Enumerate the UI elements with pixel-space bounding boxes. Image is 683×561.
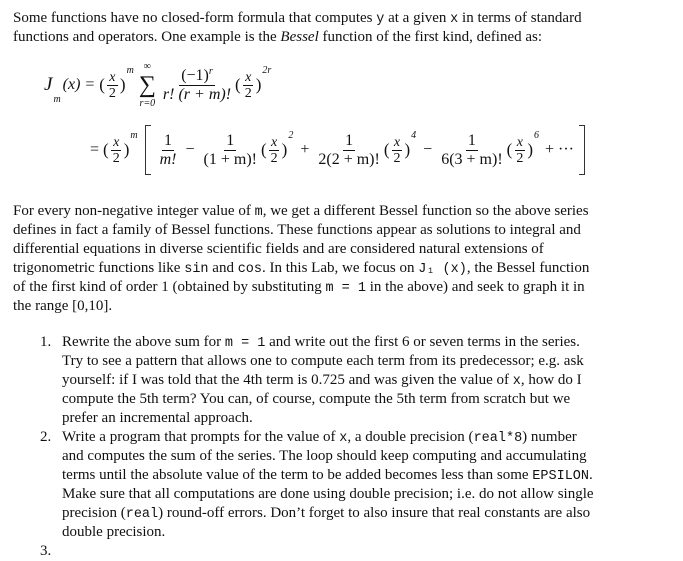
inline-code: m = 1 xyxy=(224,336,266,351)
formula-lhs-arg: (x) = xyxy=(62,76,96,93)
text-run: Some functions have no closed-form formula that computes xyxy=(13,10,377,26)
text-run: Write a program that prompts for the value of xyxy=(62,429,340,445)
x-over-2: $\frac{x}{2}$ xyxy=(270,134,278,166)
text-run: , how do I xyxy=(520,372,582,388)
text-run: defines in fact a family of Bessel functions. These functions appear as solutions to integral and xyxy=(13,222,581,238)
list-item-line xyxy=(62,333,580,353)
inline-code: real*8 xyxy=(473,431,523,446)
text-run: Try to see a pattern that allows one to compute each term from its predecessor; e.g. ask xyxy=(62,353,584,369)
right-bracket xyxy=(579,125,585,175)
x-over-2: $\frac{x}{2}$ xyxy=(244,69,252,101)
text-run: prefer an incremental approach. xyxy=(62,410,253,426)
inline-code: x xyxy=(450,12,459,27)
list-item-line xyxy=(62,428,577,448)
summation-symbol: ∞ ∑ r=0 xyxy=(138,61,156,109)
ellipsis-tail: + ··· xyxy=(544,141,574,158)
text-run: ) round-off errors. Don’t forget to also insure that real constants are also xyxy=(158,505,591,521)
x-over-2: $\frac{x}{2}$ xyxy=(393,134,401,166)
text-run: double precision. xyxy=(62,524,166,540)
inline-code: cos xyxy=(237,262,263,277)
paragraph-line xyxy=(13,259,589,279)
list-item-number: 2. xyxy=(40,429,52,445)
list-item-line xyxy=(62,390,570,409)
x-over-2: $\frac{x}{2}$ xyxy=(108,69,116,101)
text-run: Make sure that all computations are done using double precision; i.e. do not allow single xyxy=(62,486,594,502)
intro-line xyxy=(13,9,582,29)
exponent: 4 xyxy=(411,130,417,141)
text-run: Rewrite the above sum for xyxy=(62,334,225,350)
text-run: at a given xyxy=(384,10,451,26)
text-run: terms until the absolute value of the term to be added becomes less than some xyxy=(62,467,533,483)
paren-open: ( xyxy=(99,75,105,94)
paragraph-line xyxy=(13,240,544,259)
left-bracket xyxy=(145,125,151,175)
inline-code: y xyxy=(376,12,385,27)
text-run: the range [0,10]. xyxy=(13,298,113,314)
text-run: Bessel xyxy=(280,29,319,45)
bessel-formula-definition xyxy=(44,58,273,112)
list-item-line xyxy=(62,504,590,524)
text-run: , the Bessel function xyxy=(466,260,590,276)
term-fraction: $\frac{1}{m!}$ xyxy=(159,131,177,168)
paragraph-line xyxy=(13,278,585,298)
term-fraction: $\frac{1}{6(3 + m)!}$ xyxy=(441,131,503,168)
list-item-line xyxy=(62,409,253,428)
inline-code: real xyxy=(125,507,159,522)
text-run: in terms of standard xyxy=(458,10,582,26)
list-item-line xyxy=(62,371,582,391)
text-run: , we get a different Bessel function so the above series xyxy=(262,203,589,219)
text-run: differential equations in diverse scientific fields and are considered natural extensions of xyxy=(13,241,544,257)
text-run: and computes the sum of the series. The loop should keep computing and accumulating xyxy=(62,448,587,464)
text-run: . In this Lab, we focus on xyxy=(262,260,419,276)
text-run: in the above) and seek to graph it in xyxy=(365,279,585,295)
exponent: m xyxy=(126,65,134,76)
text-run: of the first kind of order 1 (obtained by substituting xyxy=(13,279,326,295)
intro-line xyxy=(13,28,542,47)
plus-sign: + xyxy=(300,141,310,158)
exponent: 2 xyxy=(288,130,294,141)
inline-code: J₁ (x) xyxy=(418,262,467,277)
list-item-line xyxy=(62,352,584,371)
minus-sign: − xyxy=(185,141,195,158)
inline-code: EPSILON xyxy=(532,469,590,484)
x-over-2: $\frac{x}{2}$ xyxy=(112,134,120,166)
list-item-number: 3. xyxy=(40,543,52,559)
text-run: and xyxy=(208,260,238,276)
term-fraction: $\frac{(-1)^r}{r! (r + m)!}$ xyxy=(162,65,232,103)
term-fraction: $\frac{1}{2(2 + m)!}$ xyxy=(318,131,380,168)
text-run: For every non-negative integer value of xyxy=(13,203,255,219)
paren-close: ) xyxy=(255,75,262,94)
exponent: 2r xyxy=(262,65,272,76)
text-run: trigonometric functions like xyxy=(13,260,185,276)
bessel-formula-expansion: = ( $\frac{x}{2}$ ) m $\frac{1}{m!}$ − $\frac{1}{(1 + m)!}$ ( $\frac{x}{2}$ ) 2 + $\frac{1}{2(2 + m)!}$ ( $\frac{x}{2}$ ) 4 − $\frac{1}{6(3 + m)!}$ ( $\frac{x}{2}$ ) 6 + ··· xyxy=(90,120,590,180)
paragraph-line xyxy=(13,221,581,240)
formula-lhs-subscript: m xyxy=(53,94,61,105)
inline-code: m xyxy=(254,205,263,220)
text-run: , a double precision ( xyxy=(347,429,474,445)
text-run: . xyxy=(589,467,593,483)
inline-code: m = 1 xyxy=(325,281,366,296)
list-item-line xyxy=(62,447,587,466)
inline-code: sin xyxy=(184,262,209,277)
paren-close: ) xyxy=(119,75,126,94)
paragraph-line xyxy=(13,202,589,222)
text-run: function of the first kind, defined as: xyxy=(318,29,543,45)
x-over-2: $\frac{x}{2}$ xyxy=(516,134,524,166)
equals-sign: = xyxy=(90,141,100,158)
minus-sign: − xyxy=(423,141,433,158)
exponent: m xyxy=(130,130,138,141)
text-run: ) number xyxy=(522,429,577,445)
text-run: yourself: if I was told that the 4th term is 0.725 and was given the value of xyxy=(62,372,513,388)
inline-code: x xyxy=(339,431,348,446)
list-item-line xyxy=(62,485,594,504)
list-item-line xyxy=(62,466,593,486)
text-run: functions and operators. One example is the xyxy=(13,29,281,45)
formula-lhs: J xyxy=(44,74,53,95)
inline-code: x xyxy=(512,374,521,389)
text-run: and write out the first 6 or seven terms in the series. xyxy=(265,334,580,350)
list-item-line xyxy=(62,523,165,542)
exponent: 6 xyxy=(533,130,539,141)
paren-open: ( xyxy=(235,75,241,94)
list-item-number: 1. xyxy=(40,334,52,350)
paragraph-line xyxy=(13,297,112,316)
text-run: compute the 5th term? You can, of course, compute the 5th term from scratch but we xyxy=(62,391,571,407)
term-fraction: $\frac{1}{(1 + m)!}$ xyxy=(203,131,257,168)
text-run: precision ( xyxy=(62,505,126,521)
